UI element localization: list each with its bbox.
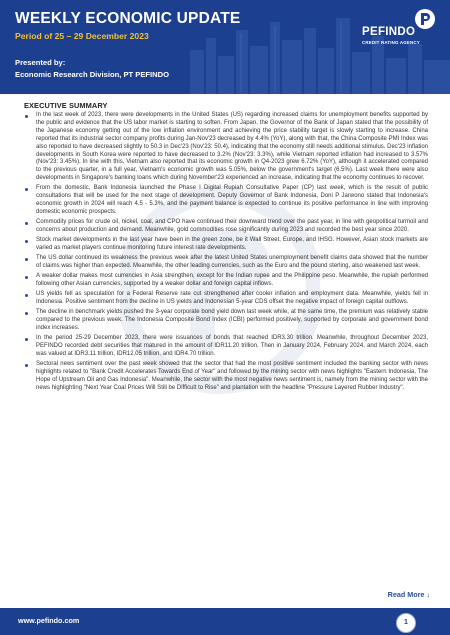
summary-bullet-text: US yields fell as speculation for a Federal Reserve rate cut strengthened after cooler inflation and employment data. Meanwhile, yields fell in Indonesia. Positive sentiment from the decline in US yields and Indonesian 5-year CDS offset the negative impact of foreign capital outflows. <box>36 291 428 306</box>
report-period: Period of 25 – 29 December 2023 <box>15 31 149 41</box>
summary-bullet <box>24 361 428 393</box>
summary-bullet-text: A weaker dollar makes most currencies in Asia strengthen, except for the Indian rupee and the Philippine peso. Meanwhile, the rupiah performed following other Asian currencies, supported by a weaker dollar and foreign capital inflows. <box>36 273 428 288</box>
executive-summary-title: EXECUTIVE SUMMARY <box>24 101 108 110</box>
bullet-dot-icon <box>25 115 28 118</box>
presenter-division: Economic Research Division, PT PEFINDO <box>15 70 170 79</box>
summary-bullet <box>24 335 428 359</box>
summary-bullet-text: In the period 25-29 December 2023, there were issuances of bonds that reached IDR3.30 trillion. Meanwhile, throughout December 2023, PEFINDO recorded debt securities that matured in the amount of IDR11.20 trillion. Then in January 2024, February 2024, and March 2024, each was valued at IDR3.11 trillion, IDR12.05 trillion, and IDR4.70 trillion. <box>36 335 428 357</box>
summary-bullet <box>24 273 428 289</box>
summary-bullet <box>24 219 428 235</box>
bullet-dot-icon <box>25 240 28 243</box>
pefindo-logo-mark-icon <box>414 8 436 30</box>
footer-website-link[interactable]: www.pefindo.com <box>18 616 80 625</box>
report-header <box>0 0 450 94</box>
executive-summary-section <box>24 101 428 395</box>
page-number-badge: 1 <box>396 613 416 633</box>
logo-name: PEFINDO <box>362 26 416 38</box>
bullet-dot-icon <box>25 222 28 225</box>
summary-bullet <box>24 185 428 217</box>
report-footer <box>0 608 450 635</box>
summary-bullet-list <box>24 112 428 393</box>
summary-bullet-text: Sectoral news sentiment over the past week showed that the sector that had the most positive sentiment included the banking sector with news highlights related to "Bank Credit Accelerates Towards End of Year" and followed by the mining sector with news highlights "Eastern Indonesia, The Hope of Upstream Oil and Gas Indonesia". Meanwhile, the sector with the most negative news sentiment is, namely from the mining sector with the news highlighting "Next Year Coal Prices Will Still be Difficult to Rise" and plantation with the headline "Pressure Layered Rubber Industry". <box>36 360 428 391</box>
summary-bullet-text: Stock market developments in the last year have been in the green zone, be it Wall Street, Europe, and IHSG. However, Asian stock markets are varied as market players continue monitoring future interest rate developments. <box>36 237 428 252</box>
summary-bullet-text: Commodity prices for crude oil, nickel, coal, and CPO have continued their downward trend over the past year, in line with geopolitical turmoil and concerns about production and demand. Meanwhile, gold commodities rose significantly during 2023 and recorded the best year since 2020. <box>36 219 428 234</box>
bullet-dot-icon <box>25 364 28 367</box>
bullet-dot-icon <box>25 338 28 341</box>
summary-bullet <box>24 255 428 271</box>
summary-bullet-text: The decline in benchmark yields pushed the 3-year corporate bond yield down last week while, at the same time, the premium was relatively stable compared to the previous week. The Indonesia Composite Bond Index (ICBI) performed positively, supported by corporate and government bond index increases. <box>36 309 428 331</box>
summary-bullet <box>24 112 428 183</box>
summary-bullet-text: The US dollar continued its weakness the previous week after the latest United States unemployment benefit claims data showed that the number of claims was higher than expected. Meanwhile, the other leading currencies, such as the Euro and the pound sterling, also weakened last week. <box>36 255 428 270</box>
summary-bullet-text: In the last week of 2023, there were developments in the United States (US) regarding increased claims for unemployment benefits supported by the public and evidence that the US labor market is starting to soften. From Japan, the Governor of the Bank of Japan stated that the possibility of the Japanese economy getting out of the low inflation environment and achieving the price stability target is slowly starting to increase. China reported that its industrial sector company profits during Jan-Nov'23 decreased by 4.4% (YoY), along with that, the China Composite PMI Index was also reported to have decreased slightly to 50.3 in Dec'23 (Nov'23: 50.4), indicating that the economy still needs additional stimulus. Dec'23 inflation developments in South Korea were reported to have decreased to 3.2% (Nov'23: 3.3%), while Vietnam reported inflation had increased to 3.57% (Nov'23: 3.45%). In line with this, Vietnam also reported that its economic growth in Q4-2023 grew 6.72% (YoY), although it accelerated compared to the previous quarter, in a full year, Vietnam's economic growth was 5.05%, below the government's target (6.5%). Last week there were also developments in Singapore's banking loans which during November'23 experienced an increase, indicating that the economy continues to recover. <box>36 112 428 182</box>
presented-by-label: Presented by: <box>15 58 66 67</box>
summary-bullet <box>24 291 428 307</box>
read-more-link[interactable]: Read More ↓ <box>387 590 430 599</box>
summary-bullet <box>24 309 428 333</box>
bullet-dot-icon <box>25 294 28 297</box>
pefindo-logo <box>362 8 442 52</box>
summary-bullet <box>24 237 428 253</box>
bullet-dot-icon <box>25 188 28 191</box>
logo-subtitle: CREDIT RATING AGENCY <box>362 40 420 45</box>
bullet-dot-icon <box>25 258 28 261</box>
bullet-dot-icon <box>25 276 28 279</box>
bullet-dot-icon <box>25 312 28 315</box>
summary-bullet-text: From the domestic, Bank Indonesia launched the Phase I Digital Rupiah Consultative Paper (CP) last week, which is the result of public consultations that will be used for the next stage of development. Deputy Governor of Bank Indonesia, Doni P Jarwono stated that Indonesia's economic growth in 2024 will reach 4.5 - 5.3%, and the payment balance is expected to continue its positive performance in line with improving domestic economic prospects. <box>36 185 428 216</box>
report-title: WEEKLY ECONOMIC UPDATE <box>15 10 241 27</box>
